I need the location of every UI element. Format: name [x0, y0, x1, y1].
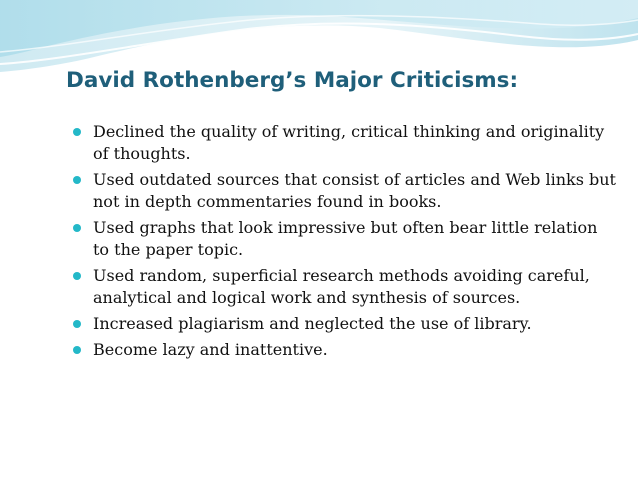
- bullet-list: [73, 121, 618, 365]
- list-item: [73, 169, 618, 213]
- list-item-text: Become lazy and inattentive.: [93, 340, 328, 359]
- list-item-text: Increased plagiarism and neglected the use of library.: [93, 314, 532, 333]
- bullet-icon: [73, 346, 81, 354]
- list-item-text: Declined the quality of writing, critical thinking and originality of thoughts.: [93, 122, 605, 163]
- bullet-icon: [73, 272, 81, 280]
- list-item-text: Used graphs that look impressive but often bear little relation to the paper topic.: [93, 218, 598, 259]
- list-item: [73, 121, 618, 165]
- list-item: [73, 217, 618, 261]
- bullet-icon: [73, 176, 81, 184]
- list-item: [73, 265, 618, 309]
- bullet-icon: [73, 224, 81, 232]
- bullet-icon: [73, 128, 81, 136]
- list-item: [73, 313, 618, 335]
- list-item: [73, 339, 618, 361]
- slide-title: David Rothenberg’s Major Criticisms:: [66, 68, 519, 93]
- list-item-text: Used outdated sources that consist of articles and Web links but not in depth commentaries found in books.: [93, 170, 616, 211]
- bullet-icon: [73, 320, 81, 328]
- list-item-text: Used random, superficial research methods avoiding careful, analytical and logical work and synthesis of sources.: [93, 266, 590, 307]
